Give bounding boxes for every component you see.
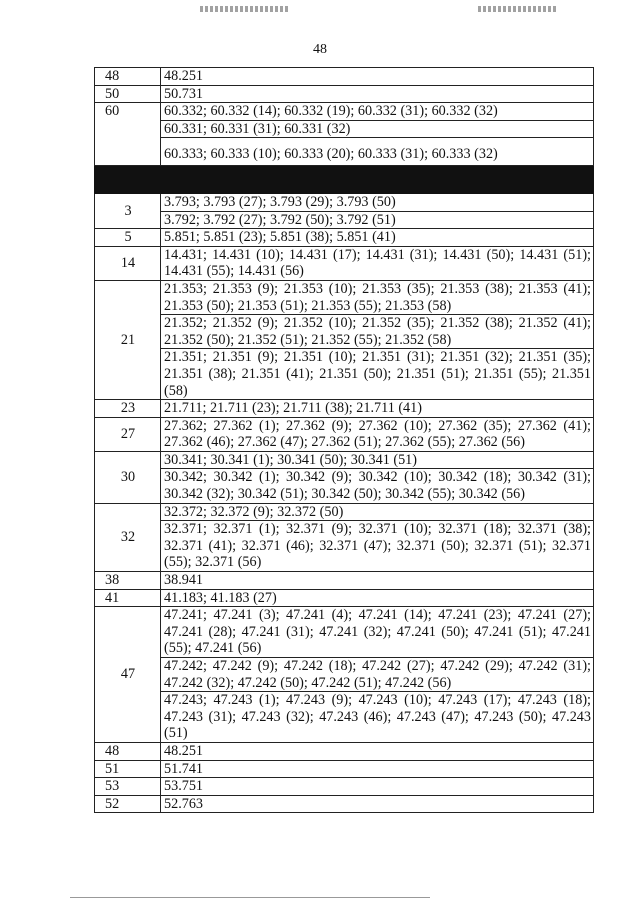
row-code: 48 [95, 68, 161, 86]
row-values: 30.342; 30.342 (1); 30.342 (9); 30.342 (10); 30.342 (18); 30.342 (31); 30.342 (32); 30.342 (51); 30.342 (50); 30.342 (55); 30.342 (56) [161, 469, 594, 503]
row-code: 60 [95, 103, 161, 166]
row-values: 38.941 [161, 572, 594, 590]
row-values: 53.751 [161, 778, 594, 796]
row-values: 3.792; 3.792 (27); 3.792 (50); 3.792 (51) [161, 211, 594, 229]
table-row [95, 400, 594, 418]
table-row [95, 85, 594, 103]
scan-artifact-right [478, 6, 558, 12]
row-code: 27 [95, 417, 161, 451]
page-bottom-rule [70, 897, 430, 898]
row-code: 50 [95, 85, 161, 103]
table-row [95, 503, 594, 521]
code-table [94, 67, 594, 813]
row-code: 21 [95, 280, 161, 399]
row-values: 41.183; 41.183 (27) [161, 589, 594, 607]
table-row [95, 103, 594, 121]
row-values: 30.341; 30.341 (1); 30.341 (50); 30.341 (51) [161, 451, 594, 469]
table-row [95, 138, 594, 166]
row-code: 48 [95, 742, 161, 760]
row-code: 14 [95, 246, 161, 280]
scan-artifact-left [200, 6, 290, 12]
table-row [95, 521, 594, 572]
row-values: 48.251 [161, 742, 594, 760]
table-row [95, 120, 594, 138]
row-code: 53 [95, 778, 161, 796]
row-values: 50.731 [161, 85, 594, 103]
row-values: 27.362; 27.362 (1); 27.362 (9); 27.362 (10); 27.362 (35); 27.362 (41); 27.362 (46); 27.362 (47); 27.362 (51); 27.362 (55); 27.362 (56) [161, 417, 594, 451]
row-values: 48.251 [161, 68, 594, 86]
table-row [95, 760, 594, 778]
row-values: 32.371; 32.371 (1); 32.371 (9); 32.371 (10); 32.371 (18); 32.371 (38); 32.371 (41); 32.371 (46); 32.371 (47); 32.371 (50); 32.371 (51); 32.371 (55); 32.371 (56) [161, 521, 594, 572]
table-row [95, 349, 594, 400]
table-row [95, 658, 594, 692]
row-values: 47.242; 47.242 (9); 47.242 (18); 47.242 (27); 47.242 (29); 47.242 (31); 47.242 (32); 47.242 (50); 47.242 (51); 47.242 (56) [161, 658, 594, 692]
row-code: 32 [95, 503, 161, 571]
row-values: 47.241; 47.241 (3); 47.241 (4); 47.241 (14); 47.241 (23); 47.241 (27); 47.241 (28); 47.241 (31); 47.241 (32); 47.241 (50); 47.241 (51); 47.241 (55); 47.241 (56) [161, 607, 594, 658]
row-values: 3.793; 3.793 (27); 3.793 (29); 3.793 (50) [161, 193, 594, 211]
table-row [95, 417, 594, 451]
row-values: 52.763 [161, 795, 594, 813]
row-code: 23 [95, 400, 161, 418]
row-values: 32.372; 32.372 (9); 32.372 (50) [161, 503, 594, 521]
row-code: 47 [95, 607, 161, 743]
page-number: 48 [313, 42, 327, 57]
row-values: 21.711; 21.711 (23); 21.711 (38); 21.711 (41) [161, 400, 594, 418]
table-row [95, 451, 594, 469]
table-row [95, 607, 594, 658]
row-values: 14.431; 14.431 (10); 14.431 (17); 14.431 (31); 14.431 (50); 14.431 (51); 14.431 (55); 14.431 (56) [161, 246, 594, 280]
row-values: 60.331; 60.331 (31); 60.331 (32) [161, 120, 594, 138]
table-row [95, 469, 594, 503]
table-row [95, 68, 594, 86]
redaction-band [95, 165, 594, 193]
row-code: 38 [95, 572, 161, 590]
row-values: 60.333; 60.333 (10); 60.333 (20); 60.333 (31); 60.333 (32) [161, 138, 594, 166]
table-row [95, 193, 594, 211]
row-values: 21.352; 21.352 (9); 21.352 (10); 21.352 (35); 21.352 (38); 21.352 (41); 21.352 (50); 21.352 (51); 21.352 (55); 21.352 (58) [161, 315, 594, 349]
row-code: 41 [95, 589, 161, 607]
row-values: 51.741 [161, 760, 594, 778]
row-code: 51 [95, 760, 161, 778]
row-code: 52 [95, 795, 161, 813]
table-row [95, 795, 594, 813]
table-row [95, 229, 594, 247]
row-values: 5.851; 5.851 (23); 5.851 (38); 5.851 (41) [161, 229, 594, 247]
row-values: 47.243; 47.243 (1); 47.243 (9); 47.243 (10); 47.243 (17); 47.243 (18); 47.243 (31); 47.243 (32); 47.243 (46); 47.243 (47); 47.243 (50); 47.243 (51) [161, 692, 594, 743]
row-code: 3 [95, 193, 161, 228]
row-code: 30 [95, 451, 161, 503]
table-row [95, 280, 594, 314]
table-row [95, 211, 594, 229]
row-values: 60.332; 60.332 (14); 60.332 (19); 60.332 (31); 60.332 (32) [161, 103, 594, 121]
table-row [95, 315, 594, 349]
table-row [95, 742, 594, 760]
row-values: 21.353; 21.353 (9); 21.353 (10); 21.353 (35); 21.353 (38); 21.353 (41); 21.353 (50); 21.353 (51); 21.353 (55); 21.353 (58) [161, 280, 594, 314]
row-code: 5 [95, 229, 161, 247]
table-row [95, 572, 594, 590]
table-row [95, 589, 594, 607]
row-values: 21.351; 21.351 (9); 21.351 (10); 21.351 (31); 21.351 (32); 21.351 (35); 21.351 (38); 21.351 (41); 21.351 (50); 21.351 (51); 21.351 (55); 21.351 (58) [161, 349, 594, 400]
table-row [95, 778, 594, 796]
table-row [95, 246, 594, 280]
table-row [95, 692, 594, 743]
redacted-cell [95, 165, 594, 193]
